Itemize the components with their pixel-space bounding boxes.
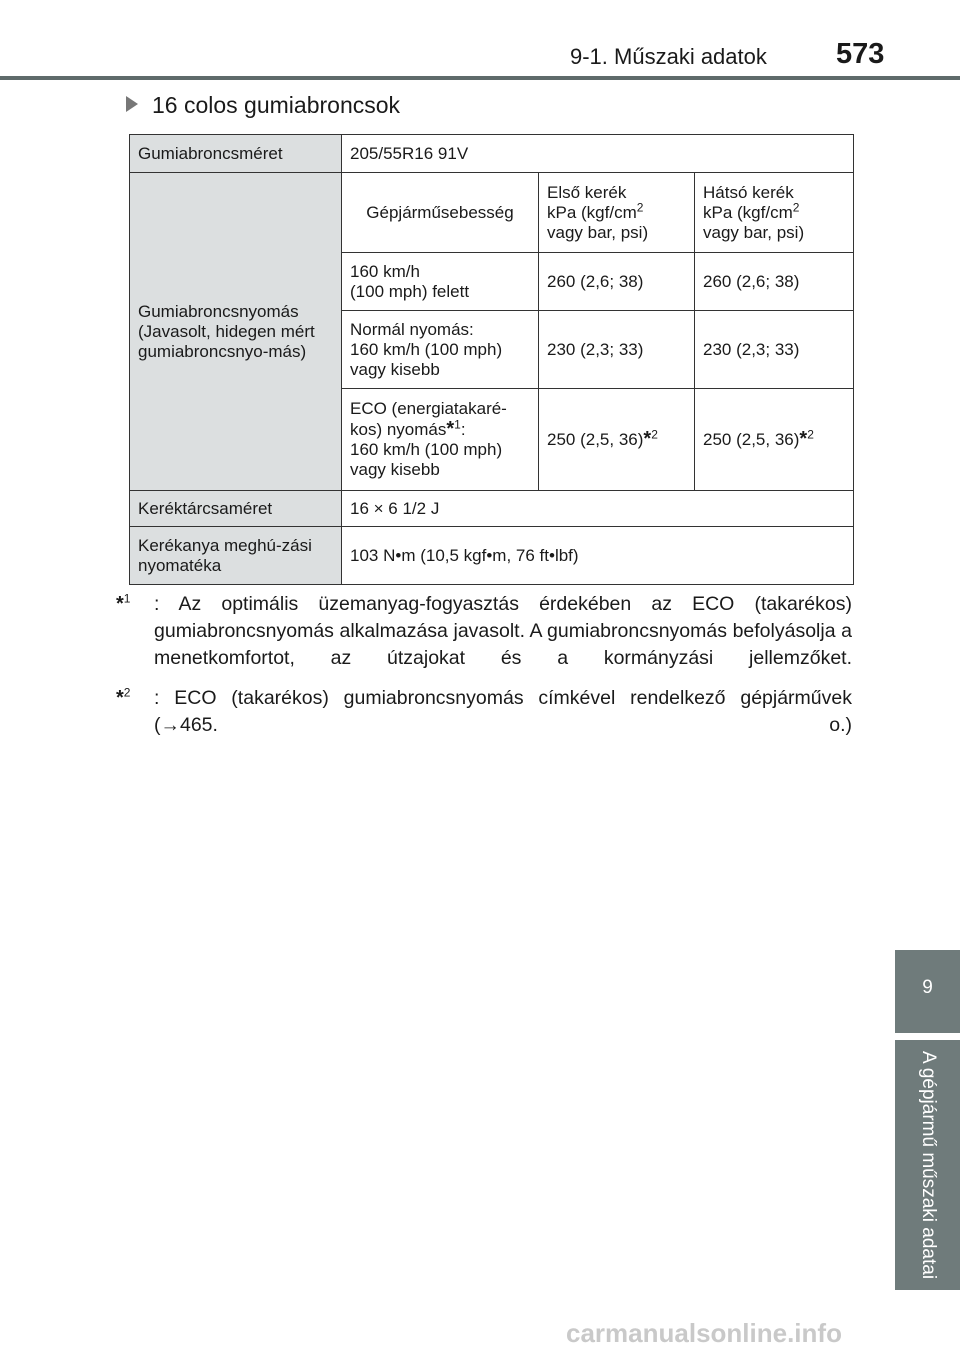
rear-pressure-eco-sup: 2: [807, 427, 814, 442]
speed-over-160: [342, 253, 539, 311]
rear-pressure-eco: [695, 389, 854, 491]
speed-eco-line1: ECO (energiatakaré-: [350, 399, 507, 418]
nut-torque-value: 103 N•m (10,5 kgf•m, 76 ft•lbf): [342, 527, 854, 585]
rear-pressure-over-160: 260 (2,6; 38): [695, 253, 854, 311]
asterisk-mark: *: [446, 418, 455, 440]
col-rear-header: [695, 173, 854, 253]
wheel-size-value: 16 × 6 1/2 J: [342, 491, 854, 527]
rear-pressure-normal: 230 (2,3; 33): [695, 311, 854, 389]
section-heading-text: 16 colos gumiabroncsok: [152, 92, 401, 118]
table-row: [130, 527, 854, 585]
col-front-header-line3: vagy bar, psi): [547, 222, 649, 242]
asterisk-mark: *: [643, 428, 652, 450]
nut-torque-label: Kerékanya meghú-zási nyomatéka: [130, 527, 342, 585]
table-row: [130, 173, 854, 253]
col-front-header-sup: 2: [636, 199, 644, 214]
col-front-header-line2: kPa (kgf/cm: [547, 202, 637, 222]
speed-over-160-line1: 160 km/h: [350, 261, 420, 281]
speed-normal-line1: Normál nyomás:: [350, 319, 474, 339]
table-row: [130, 135, 854, 173]
speed-eco: [342, 389, 539, 491]
tire-size-label: Gumiabroncsméret: [130, 135, 342, 173]
tire-size-value: 205/55R16 91V: [342, 135, 854, 173]
front-pressure-eco-sup: 2: [651, 427, 658, 442]
tire-spec-table: [129, 134, 854, 585]
rear-pressure-eco-value: 250 (2,5, 36): [703, 430, 800, 449]
speed-normal-line3: vagy kisebb: [350, 359, 440, 379]
col-rear-header-line3: vagy bar, psi): [703, 222, 805, 242]
footnote-1-mark: [116, 591, 130, 618]
tire-pressure-label: Gumiabroncsnyomás (Javasolt, hidegen mért gumiabroncsnyo-más): [130, 173, 342, 491]
footnote-2: [116, 685, 852, 766]
page-number: 573: [836, 38, 885, 70]
chapter-title: A gépjármű műszaki adatai: [917, 1050, 939, 1280]
watermark: carmanualsonline.info: [566, 1318, 842, 1348]
asterisk-mark: *: [116, 687, 124, 709]
asterisk-mark: *: [116, 593, 124, 615]
col-front-header-line1: Első kerék: [547, 182, 627, 202]
front-pressure-eco-value: 250 (2,5, 36): [547, 430, 644, 449]
col-speed-header: Gépjárműsebesség: [342, 173, 539, 253]
footnote-2-mark: [116, 685, 130, 712]
speed-over-160-line2: (100 mph) felett: [350, 281, 470, 301]
wheel-size-label: Keréktárcsaméret: [130, 491, 342, 527]
table-row: [130, 491, 854, 527]
col-rear-header-line2: kPa (kgf/cm: [703, 202, 793, 222]
speed-eco-line3: 160 km/h (100 mph): [350, 440, 503, 459]
footnote-1-text: : Az optimális üzemanyag-fogyasztás érdekében az ECO (takarékos) gumiabroncsnyomás alkalmazása javasolt. A gumiabroncsnyomás befolyásolja a menetkomfortot, az útzajokat és a kormányzási jellemzőket.: [154, 593, 852, 669]
speed-normal: [342, 311, 539, 389]
front-pressure-over-160: 260 (2,6; 38): [539, 253, 695, 311]
speed-eco-colon: :: [460, 420, 466, 439]
col-rear-header-sup: 2: [792, 199, 800, 214]
speed-normal-line2: 160 km/h (100 mph): [350, 339, 503, 359]
speed-eco-line2: kos) nyomás: [350, 420, 447, 439]
footnote-1: [116, 591, 852, 699]
footnote-2-number: 2: [123, 685, 131, 700]
header-title: 9-1. Műszaki adatok: [570, 44, 767, 69]
footnote-1-number: 1: [123, 591, 131, 606]
section-heading: [126, 92, 400, 119]
speed-eco-sup: 1: [454, 417, 461, 432]
triangle-bullet-icon: [126, 96, 138, 112]
front-pressure-normal: 230 (2,3; 33): [539, 311, 695, 389]
front-pressure-eco: [539, 389, 695, 491]
header-rule: [0, 76, 960, 80]
footnote-2-text: : ECO (takarékos) gumiabroncsnyomás címkével rendelkező gépjárművek (→465. o.): [154, 687, 852, 736]
chapter-title-tab: [895, 1040, 960, 1290]
col-rear-header-line1: Hátsó kerék: [703, 182, 794, 202]
chapter-number-tab: 9: [895, 950, 960, 1033]
asterisk-mark: *: [799, 428, 808, 450]
col-front-header: [539, 173, 695, 253]
speed-eco-line4: vagy kisebb: [350, 460, 440, 479]
